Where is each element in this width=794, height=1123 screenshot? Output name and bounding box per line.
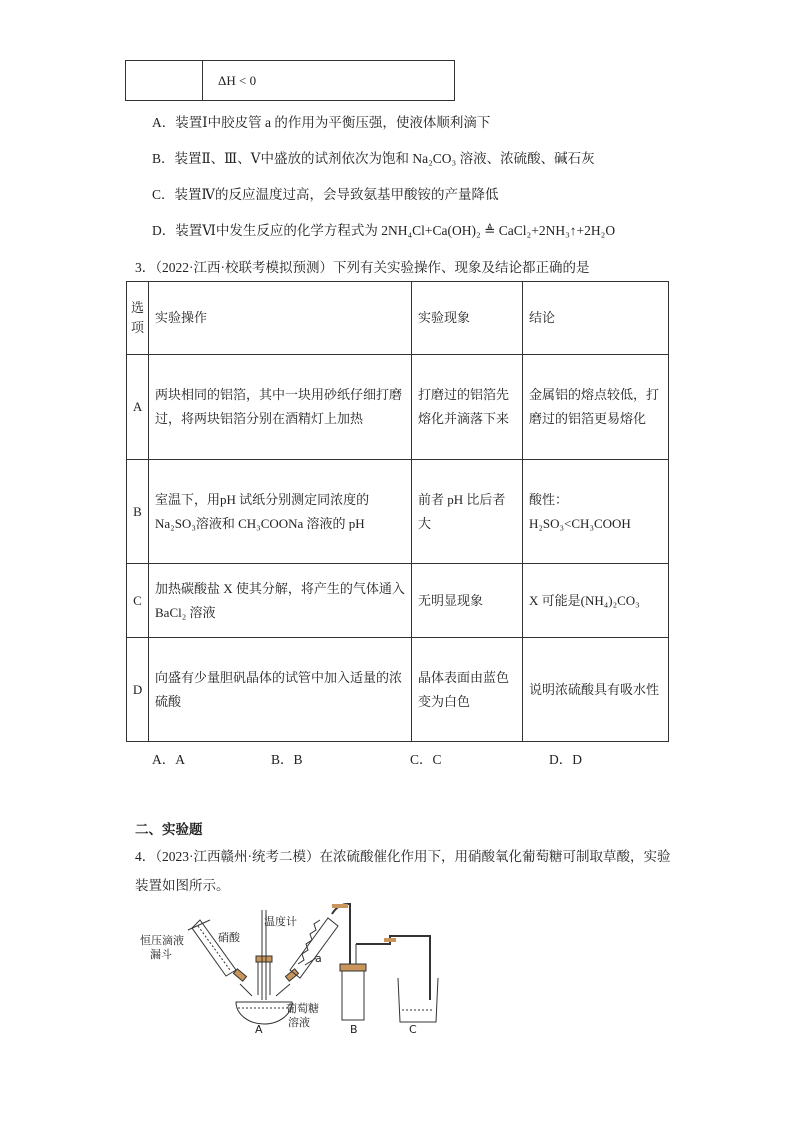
apparatus-diagram [140, 900, 450, 1040]
label-a: a [315, 952, 322, 965]
choice-c[interactable]: C．C [410, 752, 442, 767]
q2-option-c: C．装置Ⅳ的反应温度过高，会导致氨基甲酸铵的产量降低 [152, 187, 499, 202]
row-conclusion: 酸性：H₂SO₃<CH₃COOH [522, 460, 668, 564]
row-operation: 两块相同的铝箔，其中一块用砂纸仔细打磨过，将两块铝箔分别在酒精灯上加热 [149, 355, 412, 460]
label-funnel: 恒压滴液 [140, 934, 184, 947]
label-B: B [350, 1023, 358, 1036]
tube-bc [356, 936, 430, 1000]
tube-ab [332, 904, 350, 964]
table-row [127, 355, 669, 460]
row-option: C [127, 564, 149, 638]
label-acid: 硝酸 [218, 931, 240, 944]
q4-text: 4．（2023·江西赣州·统考二模）在浓硫酸催化作用下，用硝酸氧化葡萄糖可制取草酸，实验装置如图所示。 [135, 849, 671, 893]
choice-b[interactable]: B．B [271, 752, 303, 767]
row-operation: 向盛有少量胆矾晶体的试管中加入适量的浓硫酸 [149, 638, 412, 742]
label-glucose: 葡萄糖 [286, 1002, 319, 1015]
row-option: B [127, 460, 149, 564]
row-operation: 室温下，用pH 试纸分别测定同浓度的Na₂SO₃溶液和 CH₃COONa 溶液的 pH [149, 460, 412, 564]
row-option: A [127, 355, 149, 460]
label-C: C [409, 1023, 417, 1036]
header-conclusion: 结论 [522, 282, 668, 355]
row-conclusion: X 可能是(NH₄)₂CO₃ [522, 564, 668, 638]
row-phenomenon: 打磨过的铝箔先熔化并滴落下来 [412, 355, 523, 460]
choice-d[interactable]: D．D [549, 752, 582, 767]
row-phenomenon: 前者 pH 比后者大 [412, 460, 523, 564]
stopper-center [256, 956, 272, 962]
q2-option-d: D．装置Ⅵ中发生反应的化学方程式为 2NH₄Cl+Ca(OH)₂ ≜ CaCl₂+2NH₃↑+2H₂O [152, 223, 616, 238]
label-glucose2: 溶液 [288, 1016, 310, 1029]
label-funnel2: 漏斗 [150, 948, 172, 961]
table-row [127, 638, 669, 742]
header-operation: 实验操作 [149, 282, 412, 355]
flask-body [236, 1002, 292, 1024]
condenser [290, 918, 338, 978]
prev-table-right-cell: ΔH < 0 [218, 73, 257, 88]
prev-table-fragment [125, 60, 455, 101]
table-row [127, 460, 669, 564]
q2-option-b: B．装置Ⅱ、Ⅲ、Ⅴ中盛放的试剂依次为饱和 Na₂CO₃ 溶液、浓硫酸、碱石灰 [152, 151, 595, 166]
row-phenomenon: 无明显现象 [412, 564, 523, 638]
row-phenomenon: 晶体表面由蓝色变为白色 [412, 638, 523, 742]
stopper-b [340, 964, 366, 971]
section-title: 二、实验题 [135, 822, 203, 837]
row-operation: 加热碳酸盐 X 使其分解，将产生的气体通入 BaCl₂ 溶液 [149, 564, 412, 638]
table-header-row [127, 282, 669, 355]
q3-table [126, 281, 669, 742]
header-phenomenon: 实验现象 [412, 282, 523, 355]
choice-a[interactable]: A．A [152, 752, 185, 767]
prev-table-left-cell [126, 61, 203, 100]
label-thermo: 温度计 [264, 915, 297, 928]
header-option: 选项 [127, 282, 149, 355]
row-conclusion: 说明浓硫酸具有吸水性 [522, 638, 668, 742]
row-conclusion: 金属铝的熔点较低，打磨过的铝箔更易熔化 [522, 355, 668, 460]
label-A: A [255, 1023, 263, 1036]
q2-option-a: A．装置Ⅰ中胶皮管 a 的作用为平衡压强，使液体顺利滴下 [152, 115, 491, 130]
dropping-funnel [192, 920, 236, 976]
row-option: D [127, 638, 149, 742]
table-row [127, 564, 669, 638]
beaker-c [398, 978, 438, 1022]
bottle-b [342, 970, 364, 1020]
q3-stem: 3．（2022·江西·校联考模拟预测）下列有关实验操作、现象及结论都正确的是 [135, 260, 590, 275]
